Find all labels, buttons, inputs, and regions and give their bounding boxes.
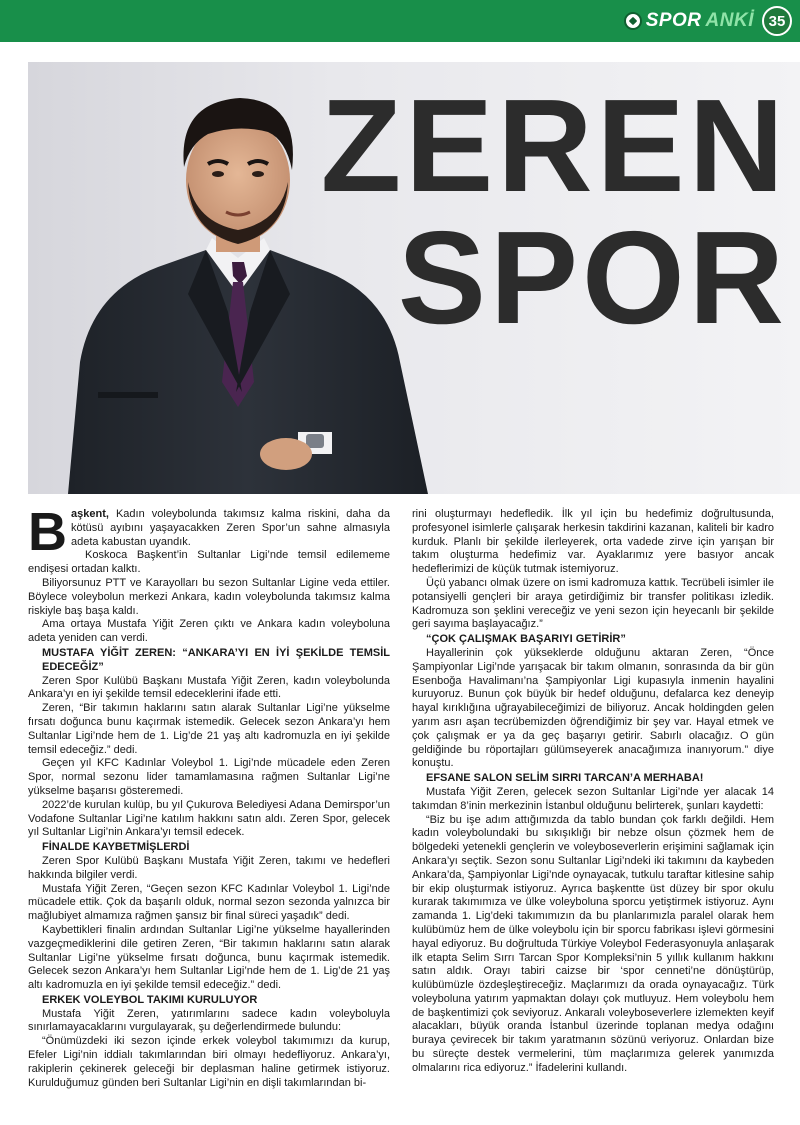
section-heading: EFSANE SALON SELİM SIRRI TARCAN’A MERHABA! — [426, 772, 704, 785]
body-paragraph: Geçen yıl KFC Kadınlar Voleybol 1. Ligi’nde mücadele eden Zeren Spor, normal sezonu lider tamamlamasına rağmen Sultanlar Ligi’ne yükselme başarısı gösteremedi. — [28, 757, 390, 797]
body-paragraph: Zeren Spor Kulübü Başkanı Mustafa Yiğit Zeren, kadın voleybolunda Ankara’yı en iyi şekilde temsil edeceklerini ifade etti. — [28, 674, 390, 701]
brand-name-part1: SPOR — [645, 10, 702, 31]
body-paragraph: Zeren, “Bir takımın haklarını satın alarak Sultanlar Ligi’ne yükselme fırsatı doğunca bunu kaçırmak istemedik. Gelecek sezon Ankara’yı hem Sultanlar Ligi’nde hem de 1. Lig’de 21 yaş altı kadromuzla en iyi şekilde temsil edeceğiz.” dedi. — [28, 702, 390, 756]
drop-cap: B — [28, 502, 67, 562]
body-paragraph: 2022’de kurulan kulüp, bu yıl Çukurova Belediyesi Adana Demirspor’un Vodafone Sultanlar Ligi’ne katılım hakkını satın aldı. Zeren Spor, gelecek yıl Sultanlar Ligi’nin Ankara’yı temsil edecek. — [28, 798, 390, 839]
intro-paragraph — [28, 502, 390, 562]
hero-section — [28, 62, 800, 494]
body-paragraph: Kaybettikleri finalin ardından Sultanlar Ligi’ne yükselme hayallerinden vazgeçmediklerini dile getiren Zeren, “Bir takımın haklarını satın alarak Sultanlar Ligi’ne yükselme fırsatı doğunca, bunu kaçırmak istemedik. Gelecek sezon Ankara’yı hem Sultanlar Ligi’nde hem de 1. Lig’de 21 yaş altı kadromuzla en iyi şekilde temsil edeceğiz.” dedi. — [28, 923, 390, 992]
body-paragraph: Koskoca Başkent’in Sultanlar Ligi’nde temsil edilememe endişesi ortadan kalktı. — [28, 549, 390, 576]
section-heading: “ÇOK ÇALIŞMAK BAŞARIYI GETİRİR” — [426, 633, 626, 646]
headline-line-1: ZEREN — [320, 72, 788, 219]
page-number: 35 — [762, 6, 792, 36]
magazine-brand — [624, 6, 792, 36]
header-bar — [0, 0, 800, 42]
body-paragraph: rini oluşturmayı hedefledik. İlk yıl için bu hedefimiz doğrultusunda, profesyonel isimlerle çalışarak herkesin takdirini kazanan, kaliteli bir kadro kurduk. Planlı bir şekilde ilerleyerek, orta vadede zirve için yarışan bir takım oluşturma hedefimiz var. Ayaklarımız yere basıyor ancak hedeflerimizi de küçük tutmak istemiyoruz. — [412, 508, 774, 576]
body-paragraph: Üçü yabancı olmak üzere on ismi kadromuza kattık. Tecrübeli isimler ile potansiyelli gençleri bir araya getirdiğimiz bir transfer politikası izledik. Kadromuza son şeklini vereceğiz ve yeni sezon için heyecanlı bir şekilde geri sayıma başlayacağız.” — [412, 576, 774, 631]
body-paragraph: “Biz bu işe adım attığımızda da tablo bundan çok farklı değildi. Hem kadın voleybolundaki bu sıkışıklığı bir nebze olsun çözmek hem de bölgedeki yetenekli gençlerin ve voleyboseverlerin erişimini sağlamak için Ankara’yı seçtik. Sezon sonu Sultanlar Ligi’ndeki iki takımını da kaybeden Ankara’da, Şampiyonlar Ligi’nde oynayacak, tutkulu taraftar kitlesine sahip bir ekip oluşturmak istiyoruz. Ayrıca başkentte üst düzey bir spor okulu kurarak takımımıza ve ülke voleyboluna sporcu yetiştirmek istiyoruz. Aynı zamanda 1. Lig’deki takımımızın da bu planlarımızla paralel olarak hem kulübümüz hem de ülke voleybolu için bir sporcu fabrikası işlevi görmesini hayal ediyoruz. Bu doğrultuda Türkiye Voleybol Federasyonuyla anlaşarak ilk etapta Selim Sırrı Tarcan Spor Kompleksi’nin 5 yıllık kullanım hakkını satın aldık. Orayı tabiri caizse bir ‘spor cenneti’ne dönüştürüp, kulübümüzle özdeşleştireceğiz. Maçlarımızı da orada oynayacağız. Türk voleyboluna yatırım yapmaktan dolayı çok mutluyuz. Hem voleybolu hem de başkentimizi çok seviyoruz. Ankaralı voleyboseverlere izlemekten keyif alacakları, büyük oranda İstanbul üzerinde toplanan medya odağını buraya çevirecek bir takım yaratmanın sözünü veriyoruz. Onlardan bize bu süreçte destek vermelerini, tüm maçlarımıza gelerek yanımızda olmalarını rica ediyoruz.” İfadelerini kullandı. — [412, 813, 774, 1074]
section-heading: MUSTAFA YİĞİT ZEREN: “ANKARA’YI EN İYİ ŞEKİLDE TEMSİL EDECEĞİZ” — [42, 646, 390, 673]
headline-line-2: SPOR — [397, 204, 788, 351]
article-column-1 — [28, 502, 390, 1090]
body-paragraph: Mustafa Yiğit Zeren, yatırımlarını sadece kadın voleyboluyla sınırlamayacaklarını vurgulayarak, şu değerlendirmede bulundu: — [28, 1007, 390, 1034]
body-paragraph: Mustafa Yiğit Zeren, gelecek sezon Sultanlar Ligi’nde yer alacak 14 takımdan 8’inin merkezinin İstanbul olduğunu belirterek, şunları kaydetti: — [412, 785, 774, 812]
article-column-2 — [412, 508, 774, 1076]
brand-name-part2: ANKİ — [705, 10, 754, 31]
soccer-ball-icon — [624, 12, 642, 30]
intro-bold: aşkent, — [71, 508, 109, 520]
section-heading: ERKEK VOLEYBOL TAKIMI KURULUYOR — [42, 993, 258, 1006]
body-paragraph: Biliyorsunuz PTT ve Karayolları bu sezon Sultanlar Ligine veda ettiler. Böylece voleybolun merkezi Ankara, kadın voleybolunda takımsız kalma riskiyle baş başa kaldı. — [28, 576, 390, 617]
body-paragraph: Zeren Spor Kulübü Başkanı Mustafa Yiğit Zeren, takımı ve hedefleri hakkında bilgiler verdi. — [28, 854, 390, 881]
section-heading: FİNALDE KAYBETMİŞLERDİ — [42, 841, 190, 854]
intro-text: Kadın voleybolunda takımsız kalma riskini, daha da kötüsü ayıbını yaşayacakken Zeren Spor’un sahne almasıyla adeta kabustan uyandık. — [71, 508, 390, 548]
body-paragraph: Mustafa Yiğit Zeren, “Geçen sezon KFC Kadınlar Voleybol 1. Ligi’nde mücadele ettik. Çok da başarılı olduk, normal sezon sezonda yalnızca bir mağlubiyet almamıza rağmen şansız bir final süreci yaşadık” dedi. — [28, 882, 390, 923]
body-paragraph: “Önümüzdeki iki sezon içinde erkek voleybol takımımızı da kurup, Efeler Ligi’nin iddialı takımlarından biri olmayı hedefliyoruz. Ankara’yı, rakiplerin çekinerek geleceği bir deplasman haline getirmek istiyoruz. Kurulduğumuz günden beri Sultanlar Ligi’nin en dişli takımlarından bi- — [28, 1035, 390, 1089]
body-paragraph: Ama ortaya Mustafa Yiğit Zeren çıktı ve Ankara kadın voleyboluna adeta yeniden can verdi. — [28, 618, 390, 645]
body-paragraph: Hayallerinin çok yükseklerde olduğunu aktaran Zeren, “Önce Şampiyonlar Ligi’nde yarışacak bir takım olmanın, sonrasında da bir gün Esenboğa Havalimanı’na Şampiyonlar Ligi kupasıyla inmenin hayalini kuruyoruz. Bunun çok büyük bir hedef olduğunu, defalarca kez deneyip hayal kırıklığına uğrayabileceğimizi de biliyoruz. Ancak holdingden gelen yarım asrı aşan tecrübemizden öğrendiğimiz bir şey var. Hayal etmek ve çok çalışmak er ya da geç başarıyı getirir. Sabırlı olacağız. O gün geldiğinde bu röportajları gülümseyerek anacağımıza inanıyorum.” diye konuştu. — [412, 646, 774, 770]
